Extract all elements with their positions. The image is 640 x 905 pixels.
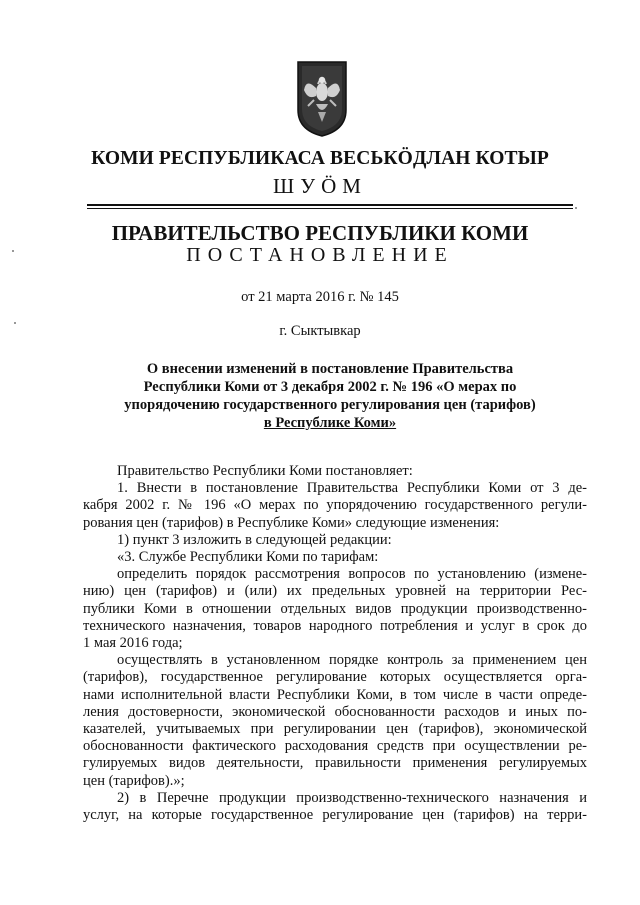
body-line: цен (тарифов).»; [83, 772, 185, 789]
document-subject [100, 360, 560, 432]
body-line: гулируемых видов деятельности, правильности применения регулируемых [83, 755, 587, 772]
komi-subtitle: ШУӦМ [273, 174, 367, 198]
header-divider-thin [87, 208, 573, 209]
subject-line: О внесении изменений в постановление Правительства [146, 361, 514, 377]
body-line: услуг, на которые государственное регулирование цен (тарифов) на терри- [83, 807, 587, 824]
body-line: осуществлять в установленном порядке контроль за применением цен [117, 652, 587, 669]
document-date: от 21 марта 2016 г. № 145 [241, 289, 399, 305]
body-line: «3. Службе Республики Коми по тарифам: [117, 549, 379, 566]
government-title: ПРАВИТЕЛЬСТВО РЕСПУБЛИКИ КОМИ [111, 221, 529, 245]
body-line: (тарифов), государственное регулирование которых осуществляется орга- [83, 669, 587, 686]
body-line: кабря 2002 г. № 196 «О мерах по упорядочению государственного регули- [83, 497, 587, 514]
document-city: г. Сыктывкар [279, 323, 361, 339]
document-type: ПОСТАНОВЛЕНИЕ [186, 244, 454, 266]
scan-speck [12, 250, 14, 252]
scan-speck [575, 207, 577, 209]
subject-line: в Республике Коми» [263, 415, 397, 431]
body-line: Правительство Республики Коми постановляет: [117, 463, 413, 479]
body-line: 1. Внести в постановление Правительства Республики Коми от 3 де- [117, 480, 587, 497]
body-line: казателей, учитываемых при регулировании цен (тарифов), экономической [83, 721, 587, 738]
body-line: нами исполнительной власти Республики Коми, в том числе в части опреде- [83, 686, 587, 703]
body-line: нию) цен (тарифов) и (или) их предельных уровней на территории Рес- [83, 583, 587, 600]
body-line: 2) в Перечне продукции производственно-технического назначения и [117, 789, 587, 806]
body-line: публики Коми в отношении отдельных видов продукции производственно- [83, 600, 587, 617]
coat-of-arms-icon [296, 60, 348, 138]
body-line: определить порядок рассмотрения вопросов по установлению (измене- [117, 566, 587, 583]
body-line: рования цен (тарифов) в Республике Коми» следующие изменения: [83, 514, 500, 531]
komi-title: КОМИ РЕСПУБЛИКАСА ВЕСЬКӦДЛАН КОТЫР [91, 148, 549, 169]
scan-speck [14, 322, 16, 324]
body-line: ления достоверности, экономической обоснованности расходов и иных по- [83, 703, 587, 720]
body-line: 1 мая 2016 года; [83, 635, 183, 652]
body-line: технического назначения, товаров народного потребления и услуг в срок до [83, 617, 587, 634]
header-divider-thick [87, 204, 573, 206]
body-line: обоснованности фактического расходования средств при осуществлении ре- [83, 738, 587, 755]
subject-line: упорядочению государственного регулирования цен (тарифов) [124, 397, 536, 413]
document-body [83, 463, 587, 824]
body-line: 1) пункт 3 изложить в следующей редакции: [117, 531, 392, 548]
subject-line: Республики Коми от 3 декабря 2002 г. № 196 «О мерах по [143, 379, 517, 395]
